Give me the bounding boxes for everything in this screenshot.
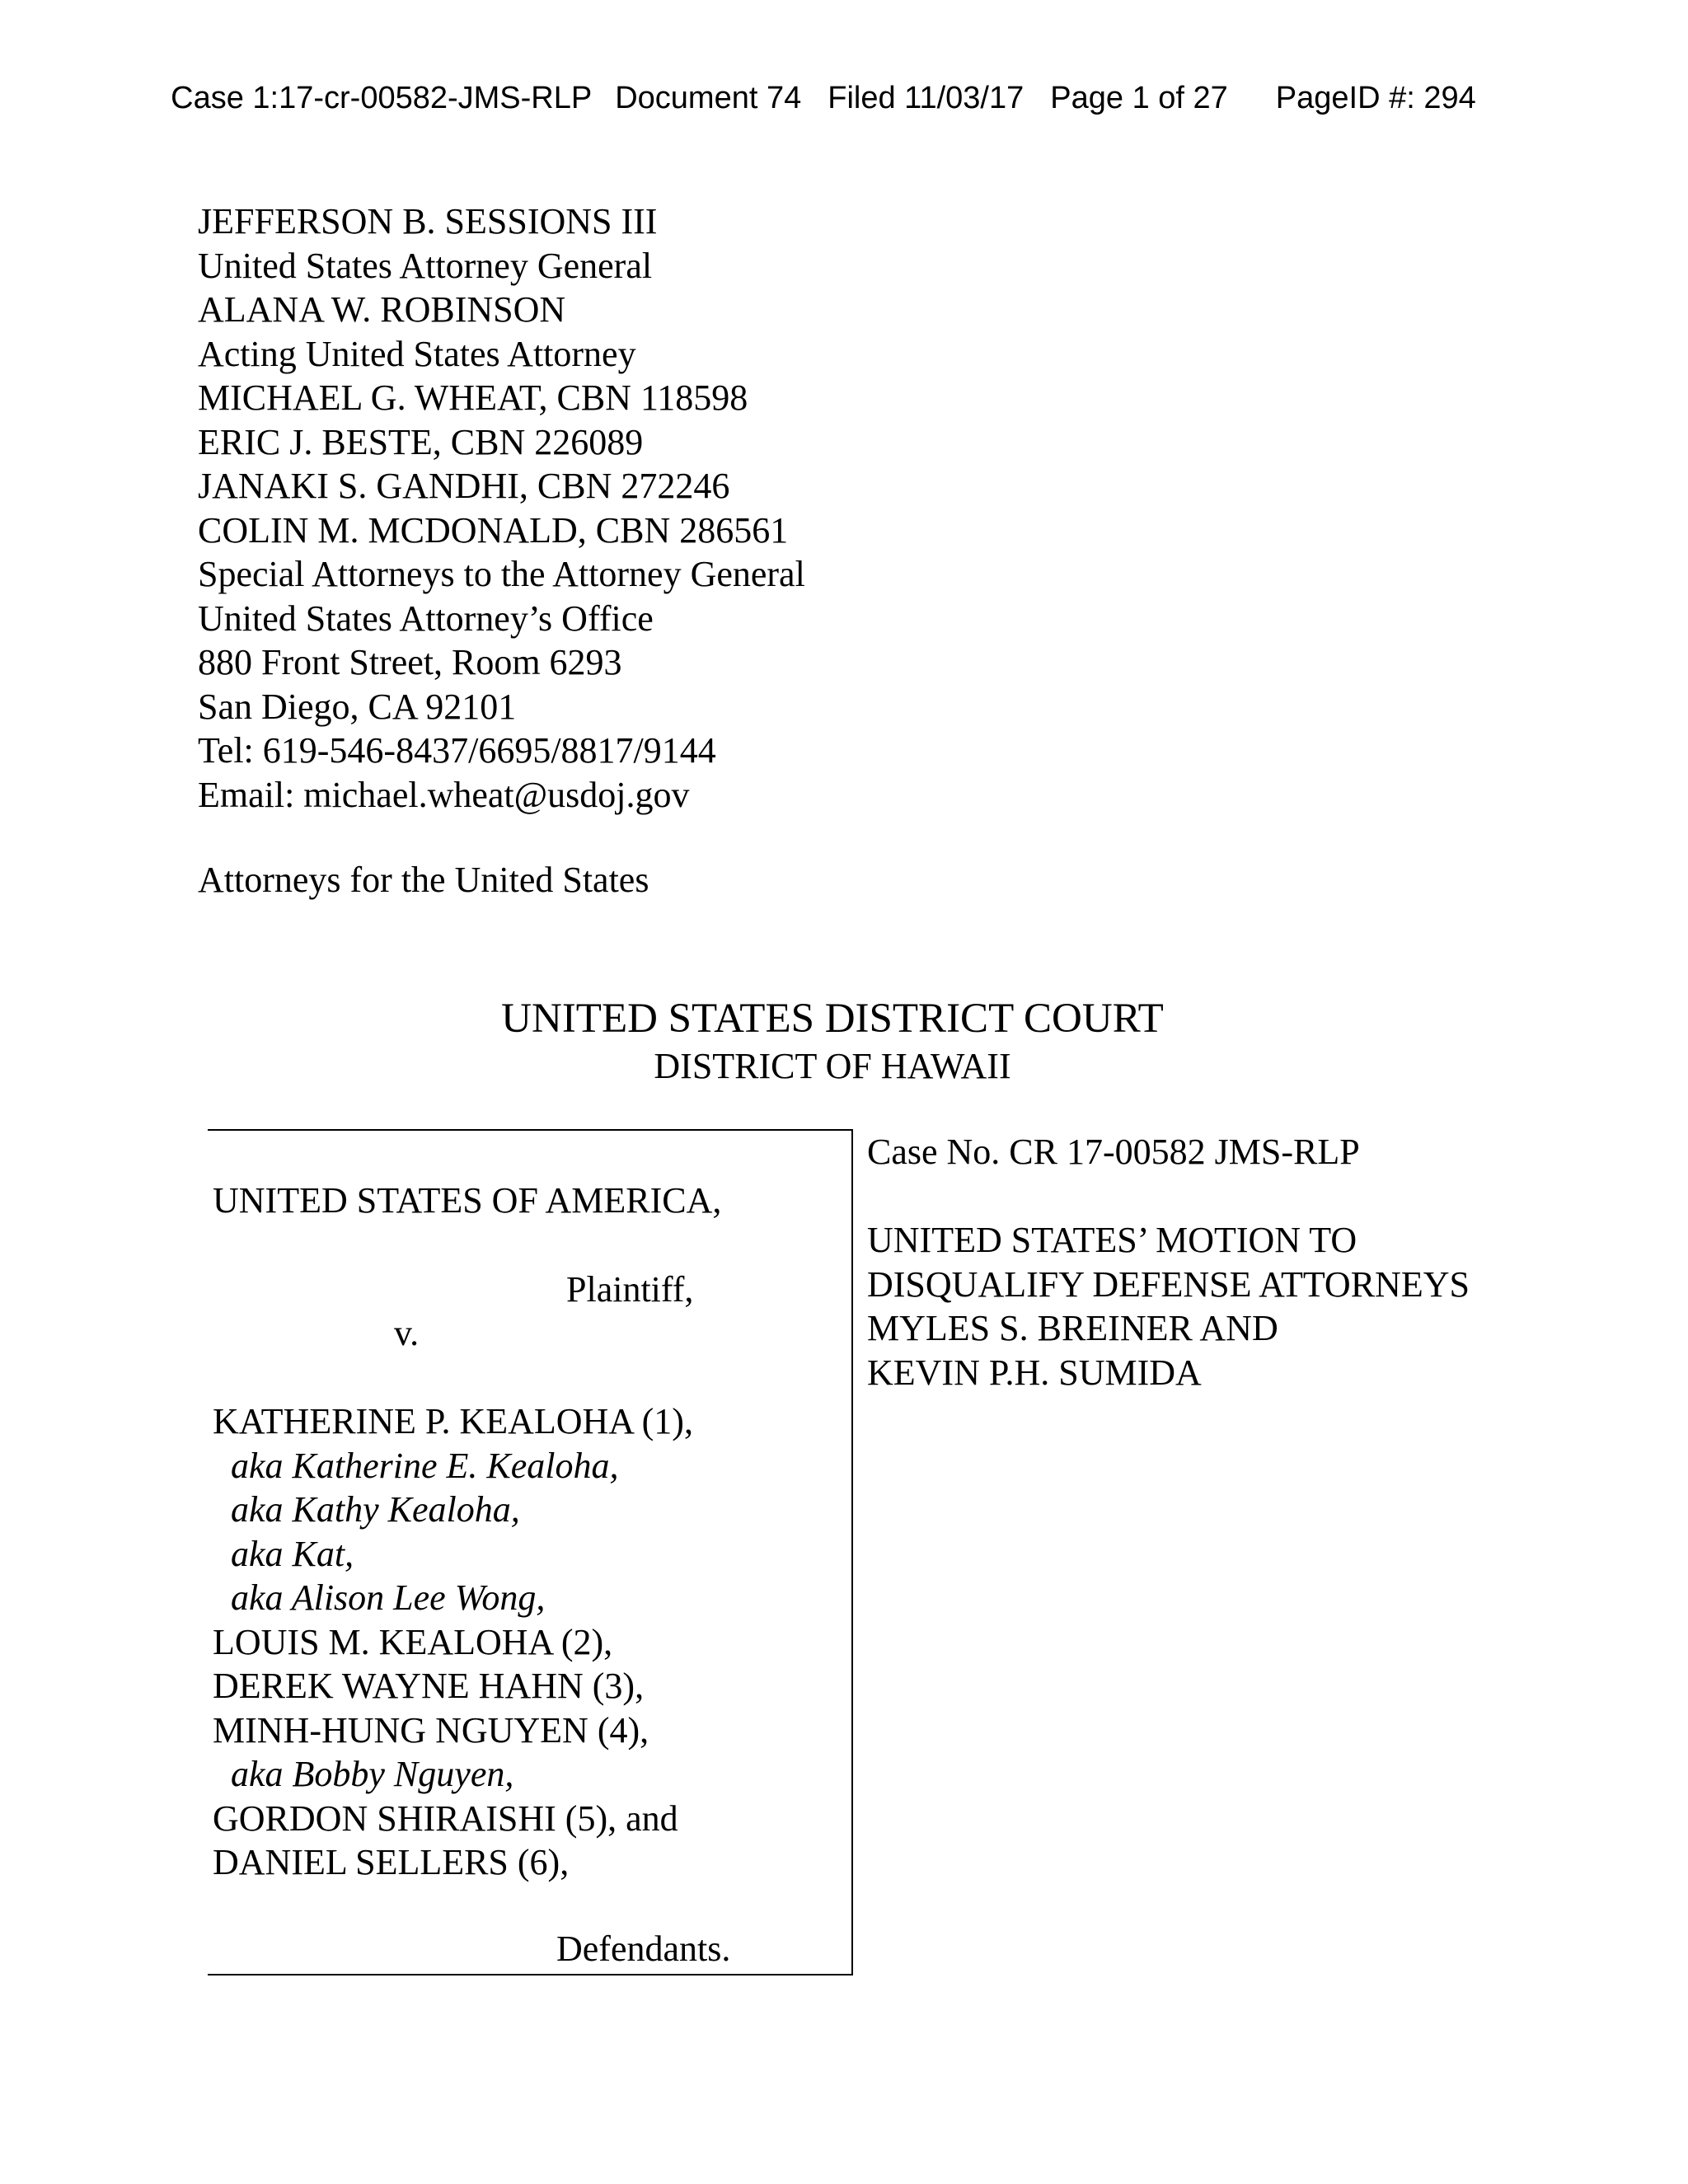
plaintiff-role: Plaintiff, [566, 1269, 694, 1310]
counsel-line: ERIC J. BESTE, CBN 226089 [198, 421, 644, 462]
counsel-email: Email: michael.wheat@usdoj.gov [198, 774, 690, 815]
counsel-block [198, 199, 805, 817]
defendant-name: KATHERINE P. KEALOHA (1), [213, 1401, 693, 1441]
motion-title-line: MYLES S. BREINER AND [867, 1308, 1278, 1348]
counsel-line: Tel: 619-546-8437/6695/8817/9144 [198, 730, 716, 771]
defendant-name: DANIEL SELLERS (6), [213, 1842, 570, 1882]
motion-title-line: KEVIN P.H. SUMIDA [867, 1352, 1202, 1393]
counsel-line: United States Attorney General [198, 245, 653, 286]
counsel-line: JEFFERSON B. SESSIONS III [198, 201, 658, 241]
court-name: UNITED STATES DISTRICT COURT [501, 996, 1164, 1042]
counsel-line: 880 Front Street, Room 6293 [198, 642, 622, 682]
defendants-list [213, 1399, 693, 1885]
counsel-line: United States Attorney’s Office [198, 598, 654, 639]
motion-title-line: UNITED STATES’ MOTION TO [867, 1220, 1357, 1260]
case-number: Case No. CR 17-00582 JMS-RLP [867, 1132, 1360, 1172]
header-page-id: PageID #: 294 [1275, 81, 1476, 115]
defendant-name: LOUIS M. KEALOHA (2), [213, 1621, 613, 1662]
court-district: DISTRICT OF HAWAII [654, 1046, 1011, 1086]
defendant-alias: aka Bobby Nguyen, [231, 1754, 514, 1794]
counsel-line: San Diego, CA 92101 [198, 686, 517, 727]
defendant-alias: aka Kat, [231, 1533, 354, 1574]
counsel-line: JANAKI S. GANDHI, CBN 272246 [198, 466, 730, 506]
counsel-line: COLIN M. MCDONALD, CBN 286561 [198, 509, 789, 551]
defendants-role: Defendants. [556, 1929, 731, 1969]
defendant-name: GORDON SHIRAISHI (5), and [213, 1797, 678, 1839]
header-case-number: Case 1:17-cr-00582-JMS-RLP [171, 81, 593, 115]
header-document-number: Document 74 [615, 81, 802, 115]
defendant-name: DEREK WAYNE HAHN (3), [213, 1666, 645, 1706]
counsel-line: Acting United States Attorney [198, 333, 636, 374]
defendant-name: MINH-HUNG NGUYEN (4), [213, 1709, 649, 1750]
attorneys-for: Attorneys for the United States [198, 860, 649, 900]
motion-title-line: DISQUALIFY DEFENSE ATTORNEYS [867, 1263, 1470, 1305]
versus: v. [394, 1313, 420, 1353]
defendant-alias: aka Kathy Kealoha, [231, 1489, 520, 1530]
filing-header [153, 36, 1476, 119]
motion-title [867, 1218, 1470, 1394]
defendant-alias: aka Alison Lee Wong, [231, 1577, 546, 1618]
defendant-alias: aka Katherine E. Kealoha, [231, 1445, 619, 1486]
counsel-line: ALANA W. ROBINSON [198, 289, 566, 330]
header-page-count: Page 1 of 27 [1050, 81, 1228, 115]
header-filed-date: Filed 11/03/17 [828, 81, 1025, 115]
plaintiff-name: UNITED STATES OF AMERICA, [213, 1180, 722, 1221]
counsel-line: Special Attorneys to the Attorney General [198, 554, 805, 594]
counsel-line: MICHAEL G. WHEAT, CBN 118598 [198, 377, 748, 418]
